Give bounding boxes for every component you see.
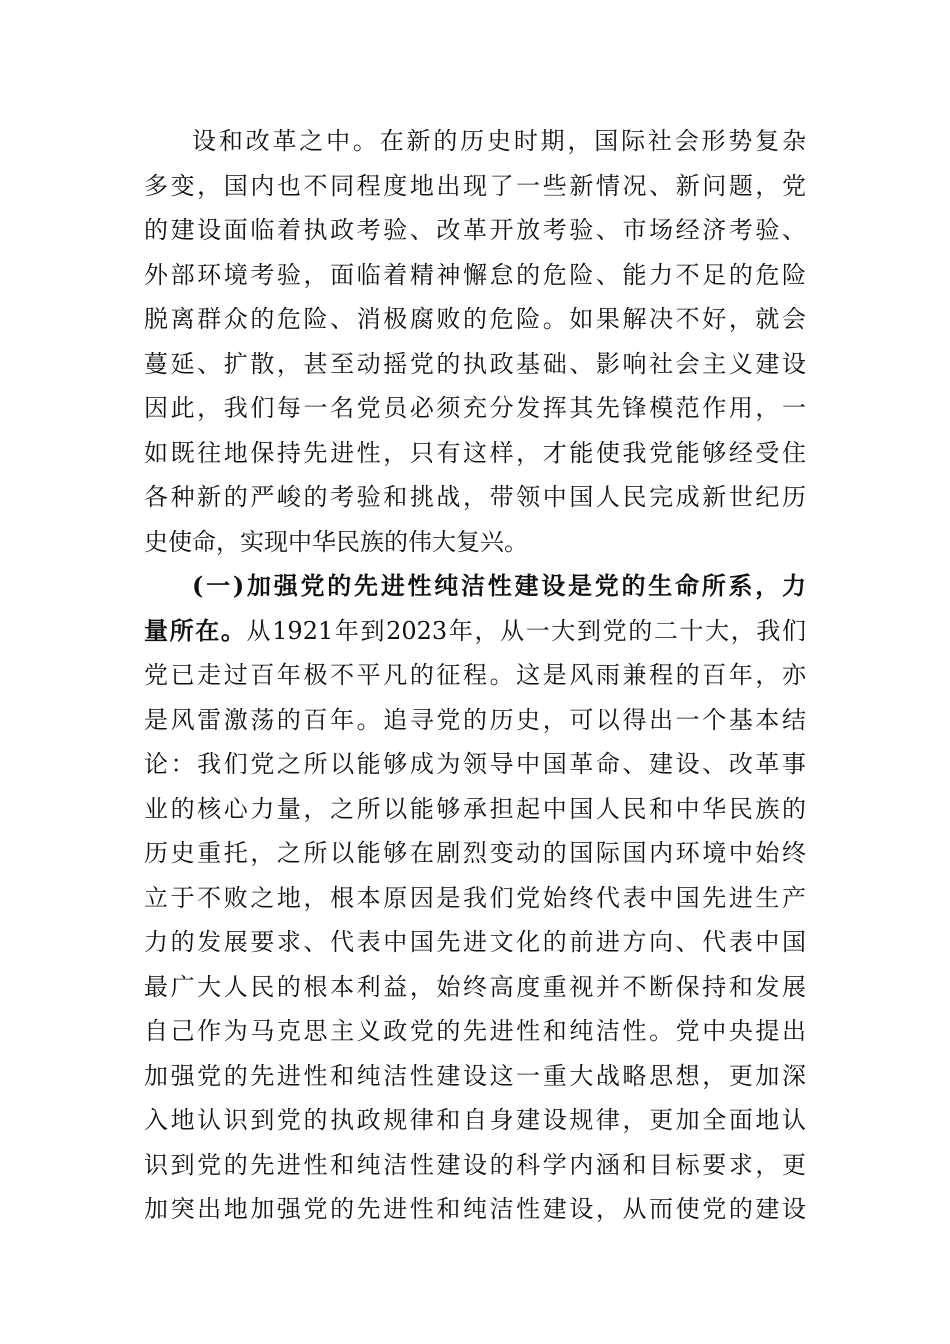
- text-line: 加突出地加强党的先进性和纯洁性建设，从而使党的建设: [144, 1195, 806, 1223]
- text-line: 史使命，实现中华民族的伟大复兴。: [144, 527, 528, 556]
- text-line: 最广大人民的根本利益，始终高度重视并不断保持和发展: [144, 972, 806, 1001]
- text-line: 脱离群众的危险、消极腐败的危险。如果解决不好，就会: [144, 305, 806, 333]
- text-line: 如既往地保持先进性，只有这样，才能使我党能够经受住: [144, 438, 806, 467]
- text-line: 立于不败之地，根本原因是我们党始终代表中国先进生产: [144, 883, 806, 912]
- section-heading: (一)加强党的先进性纯洁性建设是党的生命所系，力: [192, 571, 806, 600]
- text-line: 各种新的严峻的考验和挑战，带领中国人民完成新世纪历: [144, 483, 806, 511]
- text-line: 因此，我们每一名党员必须充分发挥其先锋模范作用，一: [144, 394, 806, 422]
- text-line: 识到党的先进性和纯洁性建设的科学内涵和目标要求，更: [144, 1150, 806, 1179]
- text-line: 的建设面临着执政考验、改革开放考验、市场经济考验、: [144, 216, 806, 244]
- text-line: 设和改革之中。在新的历史时期，国际社会形势复杂: [192, 127, 806, 155]
- text-line: 业的核心力量，之所以能够承担起中国人民和中华民族的: [144, 794, 806, 823]
- text-line: 历史重托，之所以能够在剧烈变动的国际国内环境中始终: [144, 839, 806, 867]
- section-heading-end: 量所在。: [144, 615, 247, 645]
- text-line: 党已走过百年极不平凡的征程。这是风雨兼程的百年，亦: [144, 661, 806, 689]
- text-line: 蔓延、扩散，甚至动摇党的执政基础、影响社会主义建设: [144, 349, 806, 378]
- text-line: 外部环境考验，面临着精神懈怠的危险、能力不足的危险: [144, 260, 806, 289]
- text-line: 自己作为马克思主义政党的先进性和纯洁性。党中央提出: [144, 1017, 806, 1045]
- text-line: 入地认识到党的执政规律和自身建设规律，更加全面地认: [144, 1106, 806, 1134]
- text-line: 论：我们党之所以能够成为领导中国革命、建设、改革事: [144, 750, 806, 778]
- text-run: 从1921年到2023年，从一大到党的二十大，我们: [246, 616, 807, 645]
- body-text: [144, 119, 806, 1232]
- text-line: 是风雷激荡的百年。追寻党的历史，可以得出一个基本结: [144, 705, 806, 734]
- text-line: 多变，国内也不同程度地出现了一些新情况、新问题，党: [144, 171, 806, 200]
- text-line: 力的发展要求、代表中国先进文化的前进方向、代表中国: [144, 928, 806, 956]
- text-line: 加强党的先进性和纯洁性建设这一重大战略思想，更加深: [144, 1061, 806, 1090]
- text-line: [144, 609, 806, 654]
